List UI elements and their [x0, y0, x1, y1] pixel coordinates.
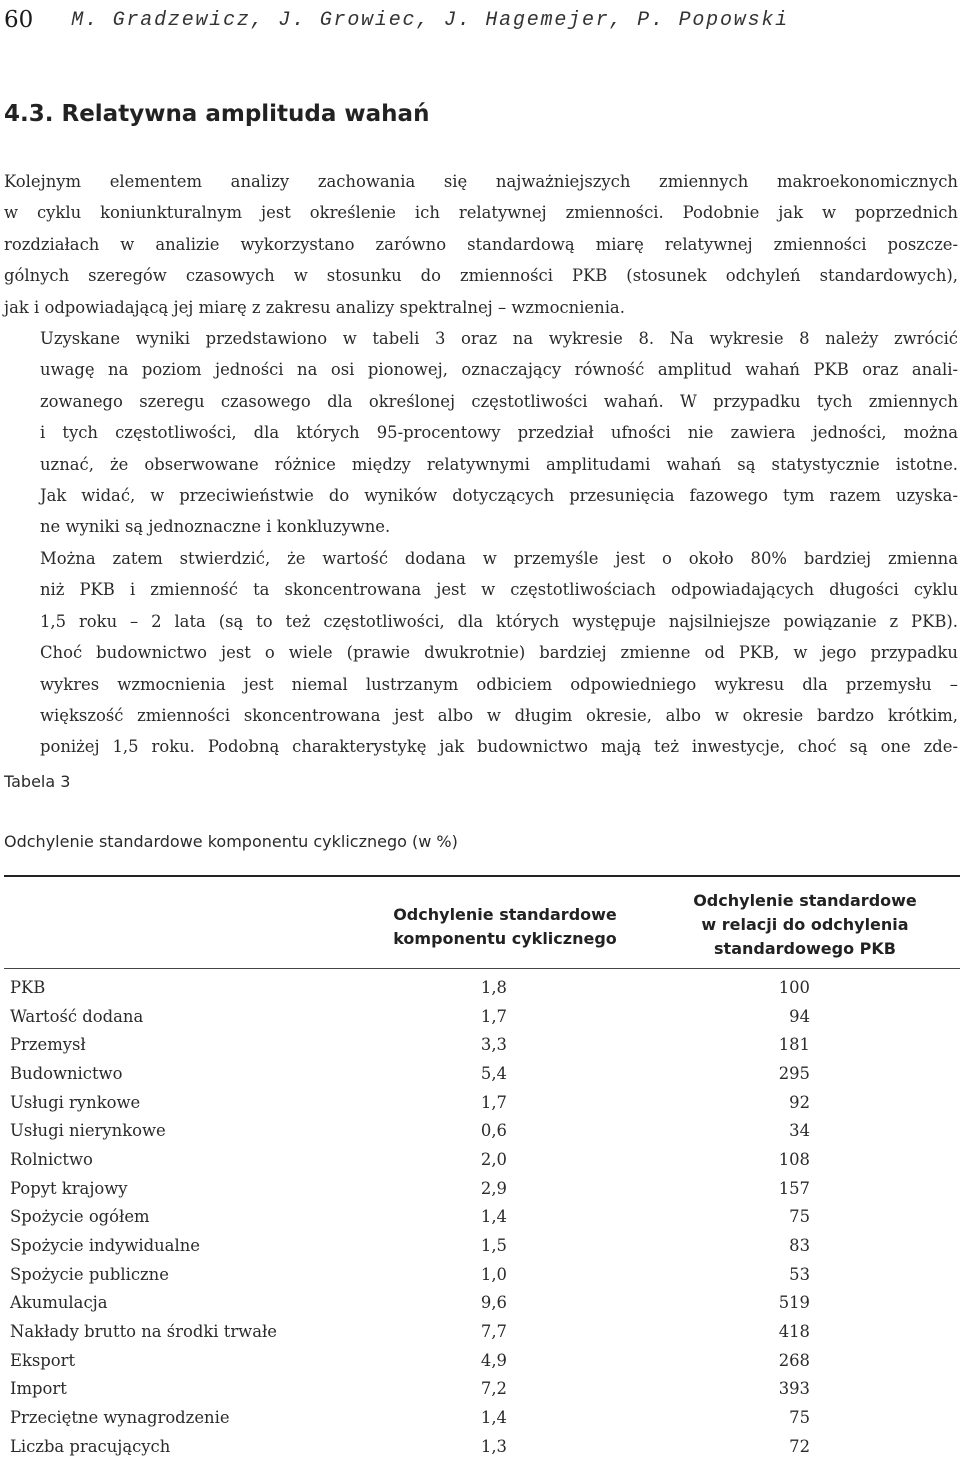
relative-value-cell: 418	[778, 1322, 810, 1342]
row-name-cell: Nakłady brutto na środki trwałe	[10, 1322, 277, 1342]
relative-value-cell: 92	[789, 1092, 810, 1112]
table-row	[4, 1174, 810, 1203]
relative-value-cell: 268	[778, 1350, 810, 1370]
text-line: jak i odpowiadającą jej miarę z zakresu analizy spektralnej – wzmocnienia.	[4, 297, 625, 317]
sd-value-cell: 1,0	[480, 1264, 507, 1284]
table-row	[4, 973, 810, 1002]
text-line: zowanego szeregu czasowego dla określonej częstotliwości wahań. W przypadku tych zmiennych	[40, 391, 958, 411]
text-line: Jak widać, w przeciwieństwie do wyników dotyczących przesunięcia fazowego tym razem uzyska-	[40, 486, 958, 506]
relative-value-cell: 295	[778, 1063, 810, 1083]
row-name-cell: Liczba pracujących	[10, 1436, 171, 1456]
text-line: rozdziałach w analizie wykorzystano zarówno standardową miarę relatywnej zmienności poszcze-	[4, 234, 958, 254]
row-name-cell: Usługi nierynkowe	[10, 1121, 166, 1141]
sd-value-cell: 5,4	[480, 1063, 507, 1083]
table-row	[4, 1088, 810, 1117]
text-line: niż PKB i zmienność ta skoncentrowana jest w częstotliwościach odpowiadających długości cyklu	[40, 580, 958, 600]
table-row	[4, 1375, 810, 1404]
section-title: 4.3. Relatywna amplituda wahań	[4, 101, 430, 127]
table-row	[4, 1403, 810, 1432]
table-caption: Odchylenie standardowe komponentu cyklicznego (w %)	[4, 832, 458, 851]
sd-value-cell: 2,0	[480, 1149, 507, 1169]
running-header	[4, 0, 789, 40]
table-row	[4, 1317, 810, 1346]
row-name-cell: PKB	[10, 977, 46, 997]
column-header-sd	[360, 903, 650, 951]
table-row	[4, 1059, 810, 1088]
relative-value-cell: 53	[789, 1264, 810, 1284]
row-name-cell: Budownictwo	[10, 1063, 123, 1083]
sd-value-cell: 1,4	[480, 1207, 507, 1227]
relative-value-cell: 519	[778, 1293, 810, 1313]
relative-value-cell: 94	[789, 1006, 810, 1026]
text-line: Choć budownictwo jest o wiele (prawie dwukrotnie) bardziej zmienne od PKB, w jego przypadku	[40, 643, 958, 663]
relative-value-cell: 34	[789, 1121, 810, 1141]
column-header-line: Odchylenie standardowe	[393, 905, 617, 924]
table-row	[4, 1145, 810, 1174]
sd-value-cell: 4,9	[480, 1350, 507, 1370]
sd-value-cell: 9,6	[480, 1293, 507, 1313]
relative-value-cell: 75	[789, 1408, 810, 1428]
text-line: i tych częstotliwości, dla których 95-procentowy przedział ufności nie zawiera jedności, można	[40, 423, 958, 443]
row-name-cell: Spożycie indywidualne	[10, 1236, 200, 1256]
paragraph	[4, 166, 958, 323]
sd-value-cell: 1,3	[480, 1436, 507, 1456]
column-header-line: Odchylenie standardowe	[693, 891, 917, 910]
table-row	[4, 1346, 810, 1375]
relative-value-cell: 108	[778, 1149, 810, 1169]
table-row	[4, 1432, 810, 1461]
text-line: uznać, że obserwowane różnice między relatywnymi amplitudami wahań są statystycznie istotne.	[40, 454, 958, 474]
text-line: w cyklu koniunkturalnym jest określenie ich relatywnej zmienności. Podobnie jak w poprzednich	[4, 203, 958, 223]
text-line: 1,5 roku – 2 lata (są to też częstotliwości, dla których występuje najsilniejsze powiązanie z PKB).	[40, 611, 958, 631]
row-name-cell: Eksport	[10, 1350, 76, 1370]
table-row	[4, 1116, 810, 1145]
sd-value-cell: 1,7	[480, 1092, 507, 1112]
row-name-cell: Rolnictwo	[10, 1149, 93, 1169]
sd-value-cell: 7,7	[480, 1322, 507, 1342]
text-line: Kolejnym elementem analizy zachowania się najważniejszych zmiennych makroekonomicznych	[4, 172, 958, 191]
relative-value-cell: 100	[778, 977, 810, 997]
relative-value-cell: 157	[778, 1178, 810, 1198]
table-header-rule	[4, 968, 960, 969]
table-label: Tabela 3	[4, 772, 71, 791]
table-body	[4, 973, 810, 1461]
text-line: uwagę na poziom jedności na osi pionowej, oznaczający równość amplitud wahań PKB oraz anali-	[40, 360, 958, 380]
sd-value-cell: 1,4	[480, 1408, 507, 1428]
row-name-cell: Import	[10, 1379, 67, 1399]
row-name-cell: Spożycie ogółem	[10, 1207, 150, 1227]
paragraph	[4, 323, 958, 543]
table-row	[4, 1002, 810, 1031]
sd-value-cell: 1,8	[480, 977, 507, 997]
text-line: wykres wzmocnienia jest niemal lustrzanym odbiciem odpowiedniego wykresu dla przemysłu –	[40, 674, 958, 694]
paragraph	[4, 543, 958, 763]
row-name-cell: Przemysł	[10, 1035, 86, 1055]
row-name-cell: Akumulacja	[10, 1293, 108, 1313]
column-header-line: komponentu cyklicznego	[393, 929, 617, 948]
data-table	[4, 973, 810, 1461]
page-number: 60	[4, 7, 34, 33]
sd-value-cell: 0,6	[480, 1121, 507, 1141]
table-row	[4, 1289, 810, 1318]
running-head-authors: M. Gradzewicz, J. Growiec, J. Hagemejer, P. Popowski	[71, 8, 789, 32]
column-header-line: standardowego PKB	[714, 939, 896, 958]
column-header-line: w relacji do odchylenia	[701, 915, 909, 934]
column-header-relative	[655, 889, 955, 961]
row-name-cell: Spożycie publiczne	[10, 1264, 169, 1284]
row-name-cell: Przeciętne wynagrodzenie	[10, 1408, 230, 1428]
table-row	[4, 1030, 810, 1059]
body-text	[4, 166, 958, 763]
text-line: ne wyniki są jednoznaczne i konkluzywne.	[40, 517, 391, 537]
relative-value-cell: 393	[778, 1379, 810, 1399]
relative-value-cell: 75	[789, 1207, 810, 1227]
sd-value-cell: 2,9	[480, 1178, 507, 1198]
sd-value-cell: 3,3	[480, 1035, 507, 1055]
row-name-cell: Usługi rynkowe	[10, 1092, 141, 1112]
relative-value-cell: 181	[778, 1035, 810, 1055]
relative-value-cell: 83	[789, 1236, 810, 1256]
table-row	[4, 1203, 810, 1232]
sd-value-cell: 7,2	[480, 1379, 507, 1399]
table-row	[4, 1231, 810, 1260]
sd-value-cell: 1,7	[480, 1006, 507, 1026]
text-line: Uzyskane wyniki przedstawiono w tabeli 3 oraz na wykresie 8. Na wykresie 8 należy zwrócić	[40, 329, 958, 349]
text-line: poniżej 1,5 roku. Podobną charakterystykę jak budownictwo mają też inwestycje, choć są one zde-	[40, 737, 958, 757]
text-line: Można zatem stwierdzić, że wartość dodana w przemyśle jest o około 80% bardziej zmienna	[40, 548, 958, 568]
table-top-rule	[4, 875, 960, 877]
row-name-cell: Popyt krajowy	[10, 1178, 128, 1198]
row-name-cell: Wartość dodana	[10, 1006, 144, 1026]
text-line: większość zmienności skoncentrowana jest albo w długim okresie, albo w okresie bardzo krótkim,	[40, 705, 958, 725]
sd-value-cell: 1,5	[480, 1236, 507, 1256]
relative-value-cell: 72	[789, 1436, 810, 1456]
table-row	[4, 1260, 810, 1289]
text-line: gólnych szeregów czasowych w stosunku do zmienności PKB (stosunek odchyleń standardowych),	[4, 266, 958, 286]
